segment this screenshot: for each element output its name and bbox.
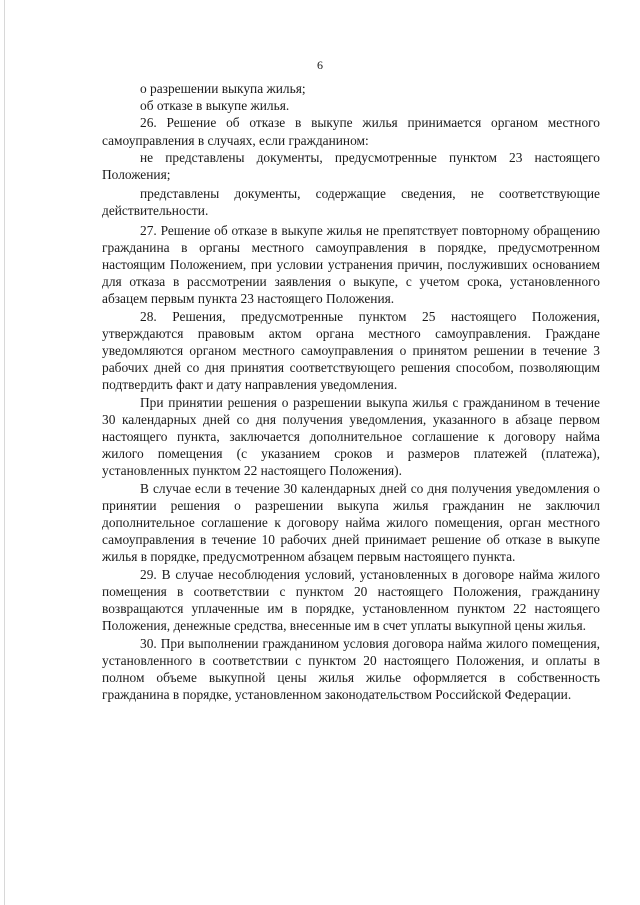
list-item-refusal: об отказе в выкупе жилья.	[140, 98, 290, 114]
list-item-permit: о разрешении выкупа жилья;	[140, 81, 306, 96]
scan-edge-line	[4, 0, 5, 905]
document-body	[102, 80, 600, 703]
paragraph-28-part-2: При принятии решения о разрешении выкупа жилья с гражданином в течение 30 календарных дней со дня получения уведомления, указанного в абзаце первом настоящего пункта, заключается дополнительное соглашение к договору найма жилого помещения (с указанием сроков и размеров платежей (платежа), установленных пунктом 22 настоящего Положения).	[102, 394, 600, 479]
page-number: 6	[317, 58, 323, 72]
paragraph-26: 26. Решение об отказе в выкупе жилья принимается органом местного самоуправления в случаях, если гражданином:	[102, 115, 600, 148]
paragraph-29: 29. В случае несоблюдения условий, установленных в договоре найма жилого помещения в соответствии с пунктом 20 настоящего Положения, гражданину возвращаются уплаченные им в порядке, установленном пунктом 22 настоящего Положения, денежные средства, внесенные им в счет уплаты выкупной цены жилья.	[102, 566, 600, 634]
paragraph-28: 28. Решения, предусмотренные пунктом 25 настоящего Положения, утверждаются правовым актом органа местного самоуправления. Граждане уведомляются органом местного самоуправления о принятом решении в течение 3 рабочих дней со дня принятия соответствующего решения способом, позволяющим подтвердить факт и дату направления уведомления.	[102, 308, 600, 393]
paragraph-26-case-2: представлены документы, содержащие сведения, не соответствующие действительности.	[102, 186, 600, 219]
paragraph-26-case-1: не представлены документы, предусмотренные пунктом 23 настоящего Положения;	[102, 149, 600, 183]
paragraph-30: 30. При выполнении гражданином условия договора найма жилого помещения, установленного в соответствии с пунктом 20 настоящего Положения, и оплаты в полном объеме выкупной цены жилья жилье оформляется в собственность гражданина в порядке, установленном законодательством Российской Федерации.	[102, 635, 600, 703]
paragraph-28-part-3: В случае если в течение 30 календарных дней со дня получения уведомления о принятии решения о разрешении выкупа жилья гражданин не заключил дополнительное соглашение к договору найма жилого помещения, орган местного самоуправления в течение 10 рабочих дней принимает решение об отказе в выкупе жилья в порядке, предусмотренном абзацем первым настоящего пункта.	[102, 480, 600, 565]
paragraph-27: 27. Решение об отказе в выкупе жилья не препятствует повторному обращению гражданина в органы местного самоуправления в порядке, предусмотренном настоящим Положением, при условии устранения причин, послуживших основанием для отказа в рассмотрении заявления о выкупе, с учетом срока, установленного абзацем первым пункта 23 настоящего Положения.	[102, 222, 600, 307]
